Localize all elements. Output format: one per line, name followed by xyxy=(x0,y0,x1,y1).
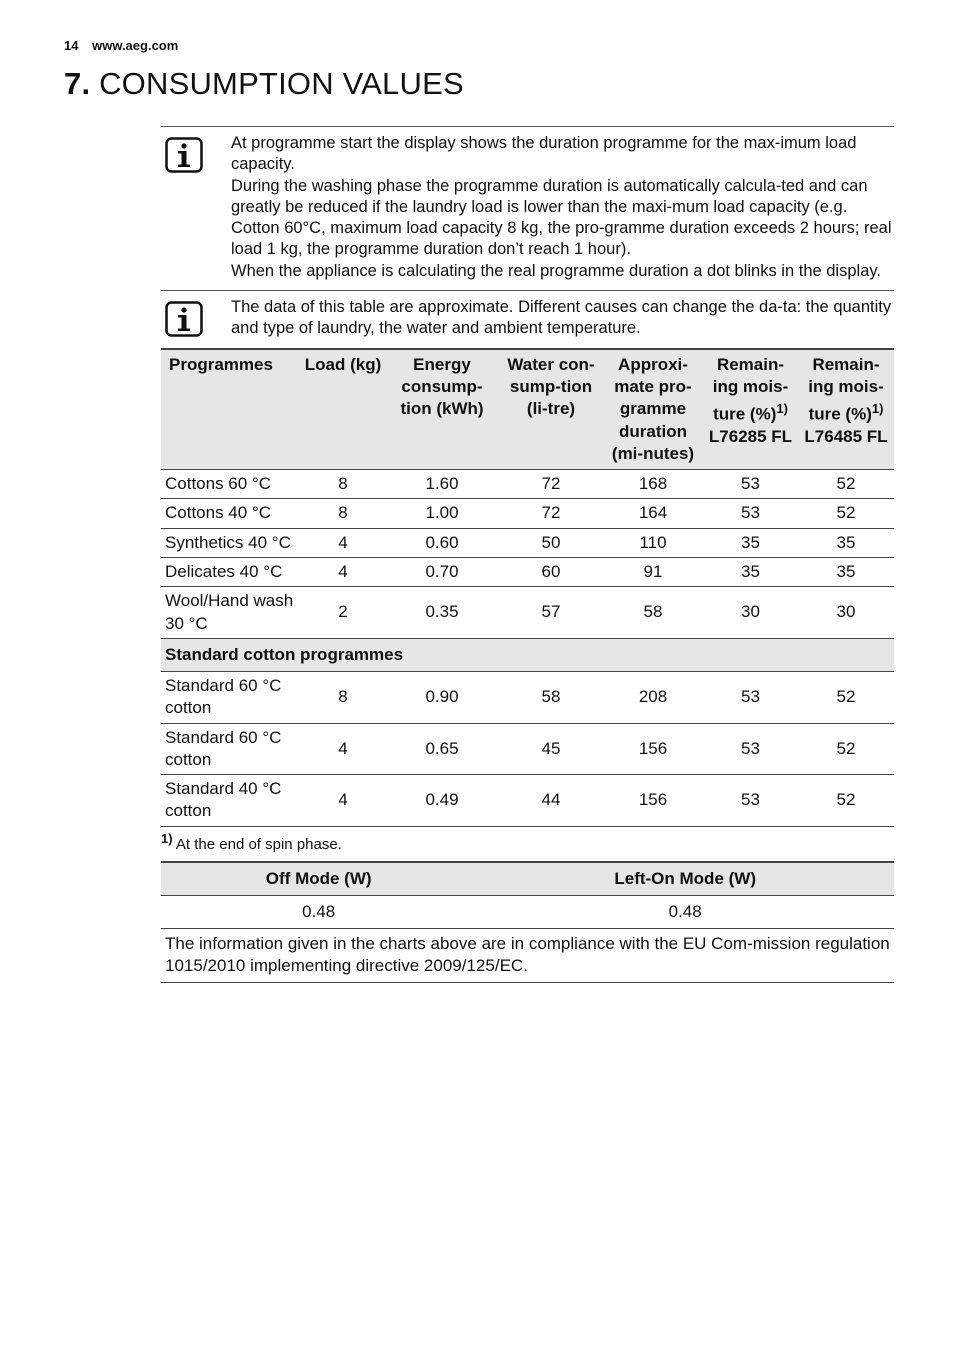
section-title xyxy=(64,66,464,102)
table-row xyxy=(161,470,894,499)
table-row xyxy=(161,723,894,775)
table-cell: 4 xyxy=(301,723,385,775)
note-paragraph: When the appliance is calculating the real programme duration a dot blinks in the display. xyxy=(231,261,881,280)
table-cell: 44 xyxy=(499,775,603,827)
table-cell: 4 xyxy=(301,775,385,827)
group-title: Standard cotton programmes xyxy=(161,638,894,671)
section-title-text: CONSUMPTION VALUES xyxy=(99,66,464,101)
column-header: Programmes xyxy=(161,349,301,470)
table-cell: 110 xyxy=(603,528,703,557)
table-cell: 53 xyxy=(703,499,798,528)
website-link[interactable]: www.aeg.com xyxy=(92,38,179,53)
table-cell: 52 xyxy=(798,671,894,723)
table-cell: 35 xyxy=(798,558,894,587)
table-cell: 53 xyxy=(703,723,798,775)
footnote-marker: 1) xyxy=(776,401,788,417)
info-icon xyxy=(165,301,205,340)
section-number: 7. xyxy=(64,66,91,101)
table-row xyxy=(161,558,894,587)
page-number: 14 xyxy=(64,38,79,53)
table-cell: 0.90 xyxy=(385,671,499,723)
consumption-table xyxy=(161,348,894,827)
table-cell: 72 xyxy=(499,470,603,499)
table-cell: 35 xyxy=(703,528,798,557)
column-header: Remain-ing mois-ture (%)$^{1)}$ L76285 FL xyxy=(703,349,798,470)
footnote-marker: 1) xyxy=(871,401,884,417)
table-row xyxy=(161,671,894,723)
programme-name: Synthetics 40 °C xyxy=(161,528,301,557)
table-row xyxy=(161,895,894,928)
page-header xyxy=(64,38,178,53)
programme-name: Standard 60 °C cotton xyxy=(161,671,301,723)
table-cell: 60 xyxy=(499,558,603,587)
column-header: Load (kg) xyxy=(301,349,385,470)
table-cell: 52 xyxy=(798,499,894,528)
table-cell: 50 xyxy=(499,528,603,557)
table-cell: 168 xyxy=(603,470,703,499)
table-cell: 156 xyxy=(603,775,703,827)
table-cell: 0.48 xyxy=(161,895,476,928)
table-cell: 30 xyxy=(703,587,798,639)
programme-name: Standard 60 °C cotton xyxy=(161,723,301,775)
table-row xyxy=(161,587,894,639)
column-header: Energy consump-tion (kWh) xyxy=(385,349,499,470)
table-cell: 4 xyxy=(301,558,385,587)
table-cell: 164 xyxy=(603,499,703,528)
table-cell: 57 xyxy=(499,587,603,639)
table-cell: 52 xyxy=(798,775,894,827)
table-cell: 8 xyxy=(301,470,385,499)
table-cell: 35 xyxy=(798,528,894,557)
table-cell: 1.00 xyxy=(385,499,499,528)
table-cell: 156 xyxy=(603,723,703,775)
programme-name: Cottons 40 °C xyxy=(161,499,301,528)
table-cell: 0.49 xyxy=(385,775,499,827)
table-row xyxy=(161,499,894,528)
column-header: Remain-ing mois-ture (%)$^{1)}$ L76485 FL xyxy=(798,349,894,470)
column-header: Water con-sump-tion (li-tre) xyxy=(499,349,603,470)
footnote-marker: 1) xyxy=(161,830,173,846)
footnote-text: At the end of spin phase. xyxy=(175,835,342,853)
note-text xyxy=(231,133,894,282)
table-cell: 72 xyxy=(499,499,603,528)
table-cell: 45 xyxy=(499,723,603,775)
programme-name: Standard 40 °C cotton xyxy=(161,775,301,827)
consumption-table-body xyxy=(161,470,894,827)
table-cell: 52 xyxy=(798,470,894,499)
table-cell: 30 xyxy=(798,587,894,639)
compliance-info: The information given in the charts above are in compliance with the EU Com-mission regulation 1015/2010 implementing directive 2009/125/EC. xyxy=(161,928,894,982)
table-cell: 8 xyxy=(301,671,385,723)
table-cell: 52 xyxy=(798,723,894,775)
note-box-approximate-data xyxy=(161,290,894,348)
table-cell: 8 xyxy=(301,499,385,528)
table-group-row xyxy=(161,638,894,671)
table-cell: 91 xyxy=(603,558,703,587)
table-cell: 58 xyxy=(603,587,703,639)
info-icon xyxy=(165,137,205,282)
table-cell: 1.60 xyxy=(385,470,499,499)
table-cell: 53 xyxy=(703,671,798,723)
note-paragraph: The data of this table are approximate. Different causes can change the da-ta: the quantity and type of laundry, the water and ambient temperature. xyxy=(231,298,892,338)
programme-name: Wool/Hand wash 30 °C xyxy=(161,587,301,639)
table-cell: 0.65 xyxy=(385,723,499,775)
table-row xyxy=(161,528,894,557)
table-cell: 0.70 xyxy=(385,558,499,587)
table-header-row xyxy=(161,349,894,470)
programme-name: Delicates 40 °C xyxy=(161,558,301,587)
table-header-row xyxy=(161,862,894,896)
footnote xyxy=(161,831,894,853)
table-cell: 0.60 xyxy=(385,528,499,557)
table-cell: 208 xyxy=(603,671,703,723)
note-box-programme-duration xyxy=(161,126,894,290)
table-cell: 58 xyxy=(499,671,603,723)
table-cell: 2 xyxy=(301,587,385,639)
table-row xyxy=(161,775,894,827)
column-header: Off Mode (W) xyxy=(161,862,476,896)
programme-name: Cottons 60 °C xyxy=(161,470,301,499)
table-cell: 4 xyxy=(301,528,385,557)
table-cell: 53 xyxy=(703,470,798,499)
table-row xyxy=(161,928,894,982)
note-paragraph: At programme start the display shows the duration programme for the max-imum load capacity. xyxy=(231,134,857,174)
table-cell: 35 xyxy=(703,558,798,587)
column-header: Left-On Mode (W) xyxy=(476,862,894,896)
power-modes-table xyxy=(161,861,894,983)
table-cell: 53 xyxy=(703,775,798,827)
table-cell: 0.48 xyxy=(476,895,894,928)
note-paragraph: During the washing phase the programme duration is automatically calcula-ted and can greatly be reduced if the laundry load is lower than the maxi-mum load capacity (e.g. Cotton 60°C, maximum load capacity 8 kg, the pro-gramme duration exceeds 2 hours; real load 1 kg, the programme duration don’t reach 1 hour). xyxy=(231,176,892,259)
note-text xyxy=(231,297,894,340)
column-header: Approxi-mate pro-gramme duration (mi-nutes) xyxy=(603,349,703,470)
content xyxy=(161,126,894,983)
table-cell: 0.35 xyxy=(385,587,499,639)
